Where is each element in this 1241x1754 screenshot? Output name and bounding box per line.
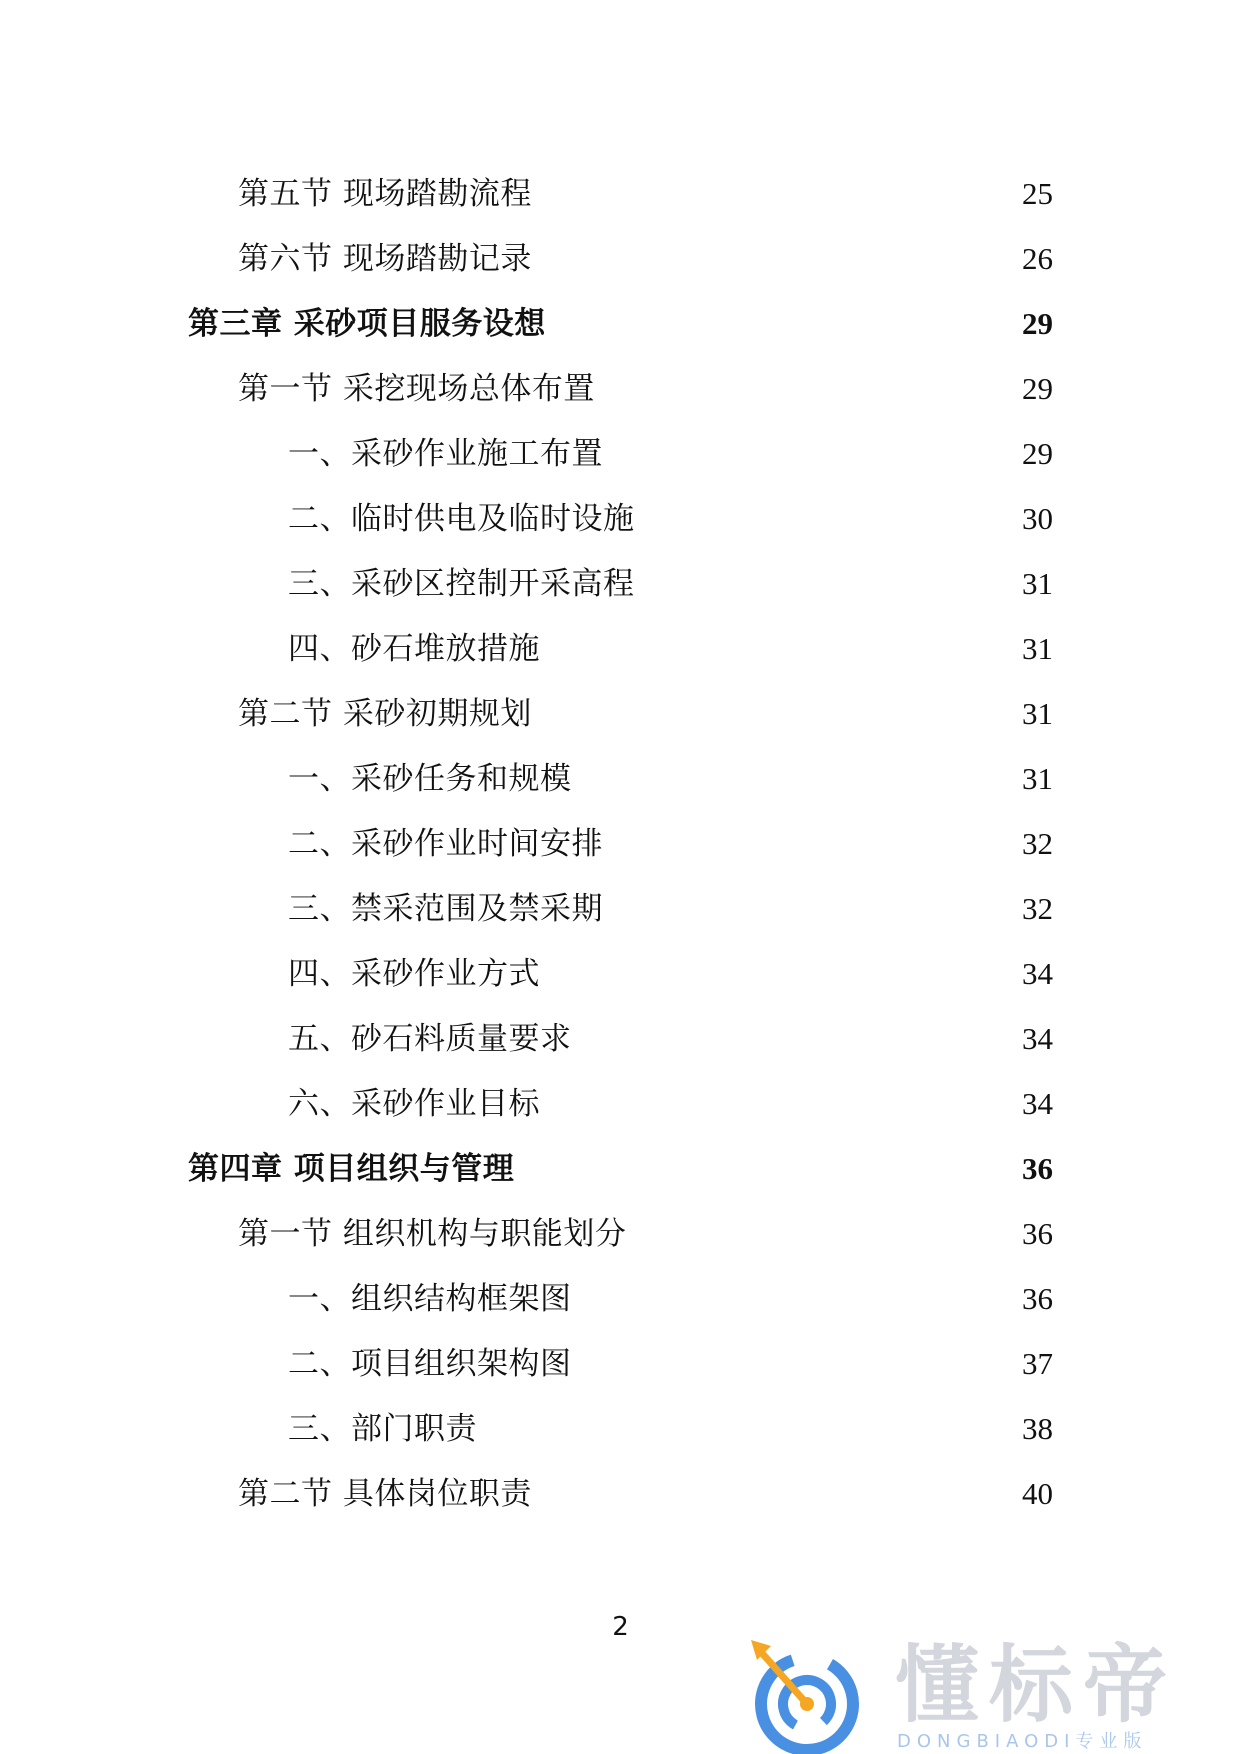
toc-entry-section[interactable] (0, 239, 1241, 304)
toc-entry-page: 30 (1022, 501, 1053, 536)
toc-entry-title: 一、采砂作业施工布置 (288, 436, 603, 472)
toc-entry-subsection[interactable] (0, 1344, 1241, 1409)
toc-entry-title: 第一节 组织机构与职能划分 (238, 1216, 627, 1252)
toc-entry-page: 26 (1022, 241, 1053, 276)
toc-entry-subsection[interactable] (0, 889, 1241, 954)
toc-entry-page: 34 (1022, 1086, 1053, 1121)
toc-entry-page: 31 (1022, 761, 1053, 796)
toc-entry-title: 三、部门职责 (288, 1411, 477, 1447)
watermark (745, 1632, 1225, 1754)
toc-entry-title: 五、砂石料质量要求 (288, 1021, 572, 1057)
toc-entry-page: 40 (1022, 1476, 1053, 1511)
toc-entry-title: 一、采砂任务和规模 (288, 761, 572, 797)
toc-entry-title: 第一节 采挖现场总体布置 (238, 371, 595, 407)
toc-entry-title: 六、采砂作业目标 (288, 1086, 540, 1122)
toc-entry-title: 二、项目组织架构图 (288, 1346, 572, 1382)
toc-entry-page: 36 (1022, 1216, 1053, 1251)
toc-entry-chapter[interactable] (0, 1149, 1241, 1214)
toc-entry-subsection[interactable] (0, 1019, 1241, 1084)
toc-entry-page: 34 (1022, 1021, 1053, 1056)
toc-entry-page: 31 (1022, 631, 1053, 666)
toc-entry-title: 第二节 采砂初期规划 (238, 696, 532, 732)
toc-entry-page: 29 (1022, 371, 1053, 406)
toc-entry-title: 第二节 具体岗位职责 (238, 1476, 532, 1512)
toc-entry-title: 三、禁采范围及禁采期 (288, 891, 603, 927)
toc-entry-subsection[interactable] (0, 1279, 1241, 1344)
toc-entry-page: 29 (1022, 306, 1053, 341)
toc-entry-title: 三、采砂区控制开采高程 (288, 566, 635, 602)
page-number: 2 (612, 1612, 629, 1642)
toc-entry-page: 31 (1022, 696, 1053, 731)
toc-entry-title: 二、临时供电及临时设施 (288, 501, 635, 537)
toc-entry-section[interactable] (0, 369, 1241, 434)
toc-entry-subsection[interactable] (0, 759, 1241, 824)
toc-entry-chapter[interactable] (0, 304, 1241, 369)
toc-entry-title: 第六节 现场踏勘记录 (238, 241, 532, 277)
toc-entry-title: 第三章 采砂项目服务设想 (188, 306, 546, 342)
toc-entry-subsection[interactable] (0, 564, 1241, 629)
toc-entry-title: 四、采砂作业方式 (288, 956, 540, 992)
toc-entry-title: 二、采砂作业时间安排 (288, 826, 603, 862)
watermark-brand-name: 懂标帝 (895, 1636, 1178, 1734)
toc-entry-subsection[interactable] (0, 1084, 1241, 1149)
toc-entry-title: 第五节 现场踏勘流程 (238, 176, 532, 212)
toc-entry-page: 32 (1022, 891, 1053, 926)
toc-entry-subsection[interactable] (0, 434, 1241, 499)
toc-entry-page: 36 (1022, 1151, 1053, 1186)
watermark-subtitle: DONGBIAODI专业版 (897, 1731, 1148, 1752)
toc-entry-title: 第四章 项目组织与管理 (188, 1151, 515, 1187)
toc-entry-section[interactable] (0, 174, 1241, 239)
toc-entry-page: 37 (1022, 1346, 1053, 1381)
toc-entry-title: 四、砂石堆放措施 (288, 631, 540, 667)
toc-entry-title: 一、组织结构框架图 (288, 1281, 572, 1317)
toc-entry-page: 32 (1022, 826, 1053, 861)
toc-entry-section[interactable] (0, 1214, 1241, 1279)
toc-entry-subsection[interactable] (0, 954, 1241, 1019)
target-arrow-icon (745, 1632, 869, 1754)
toc-entry-page: 29 (1022, 436, 1053, 471)
toc-entry-page: 38 (1022, 1411, 1053, 1446)
toc-entry-page: 25 (1022, 176, 1053, 211)
toc-entry-page: 36 (1022, 1281, 1053, 1316)
toc-entry-page: 34 (1022, 956, 1053, 991)
toc-entry-page: 31 (1022, 566, 1053, 601)
table-of-contents (0, 174, 1241, 1539)
toc-entry-subsection[interactable] (0, 824, 1241, 889)
toc-entry-section[interactable] (0, 694, 1241, 759)
toc-entry-subsection[interactable] (0, 499, 1241, 564)
toc-entry-subsection[interactable] (0, 629, 1241, 694)
toc-entry-section[interactable] (0, 1474, 1241, 1539)
toc-entry-subsection[interactable] (0, 1409, 1241, 1474)
